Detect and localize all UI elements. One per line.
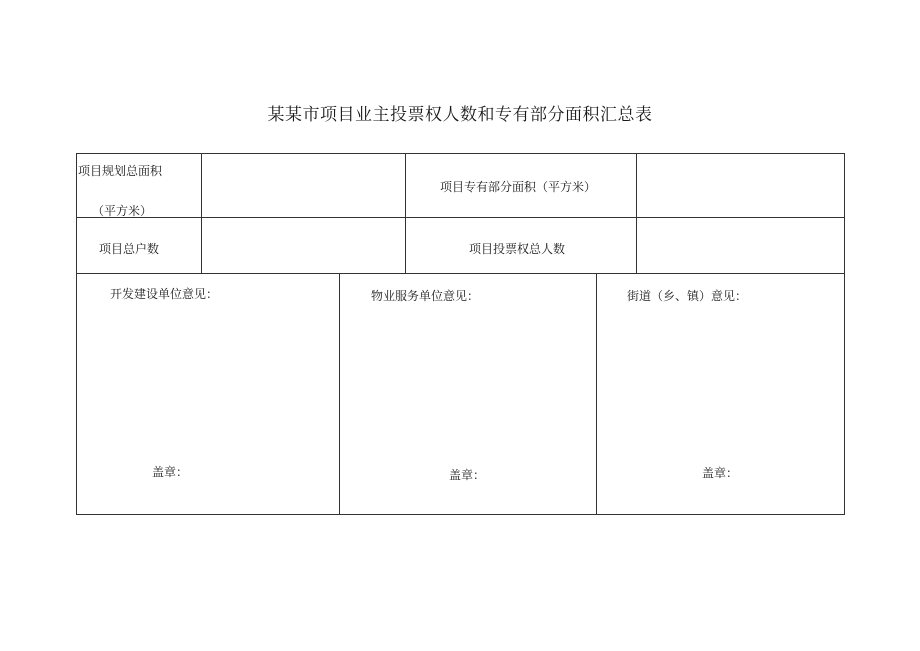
street-opinion-label: 街道（乡、镇）意见： xyxy=(627,289,748,303)
total-area-unit-label: （平方米） xyxy=(92,204,153,218)
table-border xyxy=(76,153,845,515)
voters-label: 项目投票权总人数 xyxy=(469,242,566,256)
column-divider xyxy=(596,273,597,515)
developer-opinion-label: 开发建设单位意见： xyxy=(110,287,219,301)
column-divider xyxy=(201,153,202,273)
property-stamp-label: 盖章： xyxy=(449,468,486,482)
street-stamp-label: 盖章： xyxy=(702,466,739,480)
column-divider xyxy=(636,153,637,273)
column-divider xyxy=(339,273,340,515)
exclusive-area-label: 项目专有部分面积（平方米） xyxy=(440,180,597,194)
developer-stamp-label: 盖章： xyxy=(152,465,189,479)
households-label: 项目总户数 xyxy=(99,242,160,256)
row-divider xyxy=(76,273,845,274)
row-divider xyxy=(76,217,845,218)
column-divider xyxy=(405,153,406,273)
total-area-label: 项目规划总面积 xyxy=(78,164,163,178)
document-title: 某某市项目业主投票权人数和专有部分面积汇总表 xyxy=(267,105,653,125)
property-opinion-label: 物业服务单位意见： xyxy=(371,289,480,303)
